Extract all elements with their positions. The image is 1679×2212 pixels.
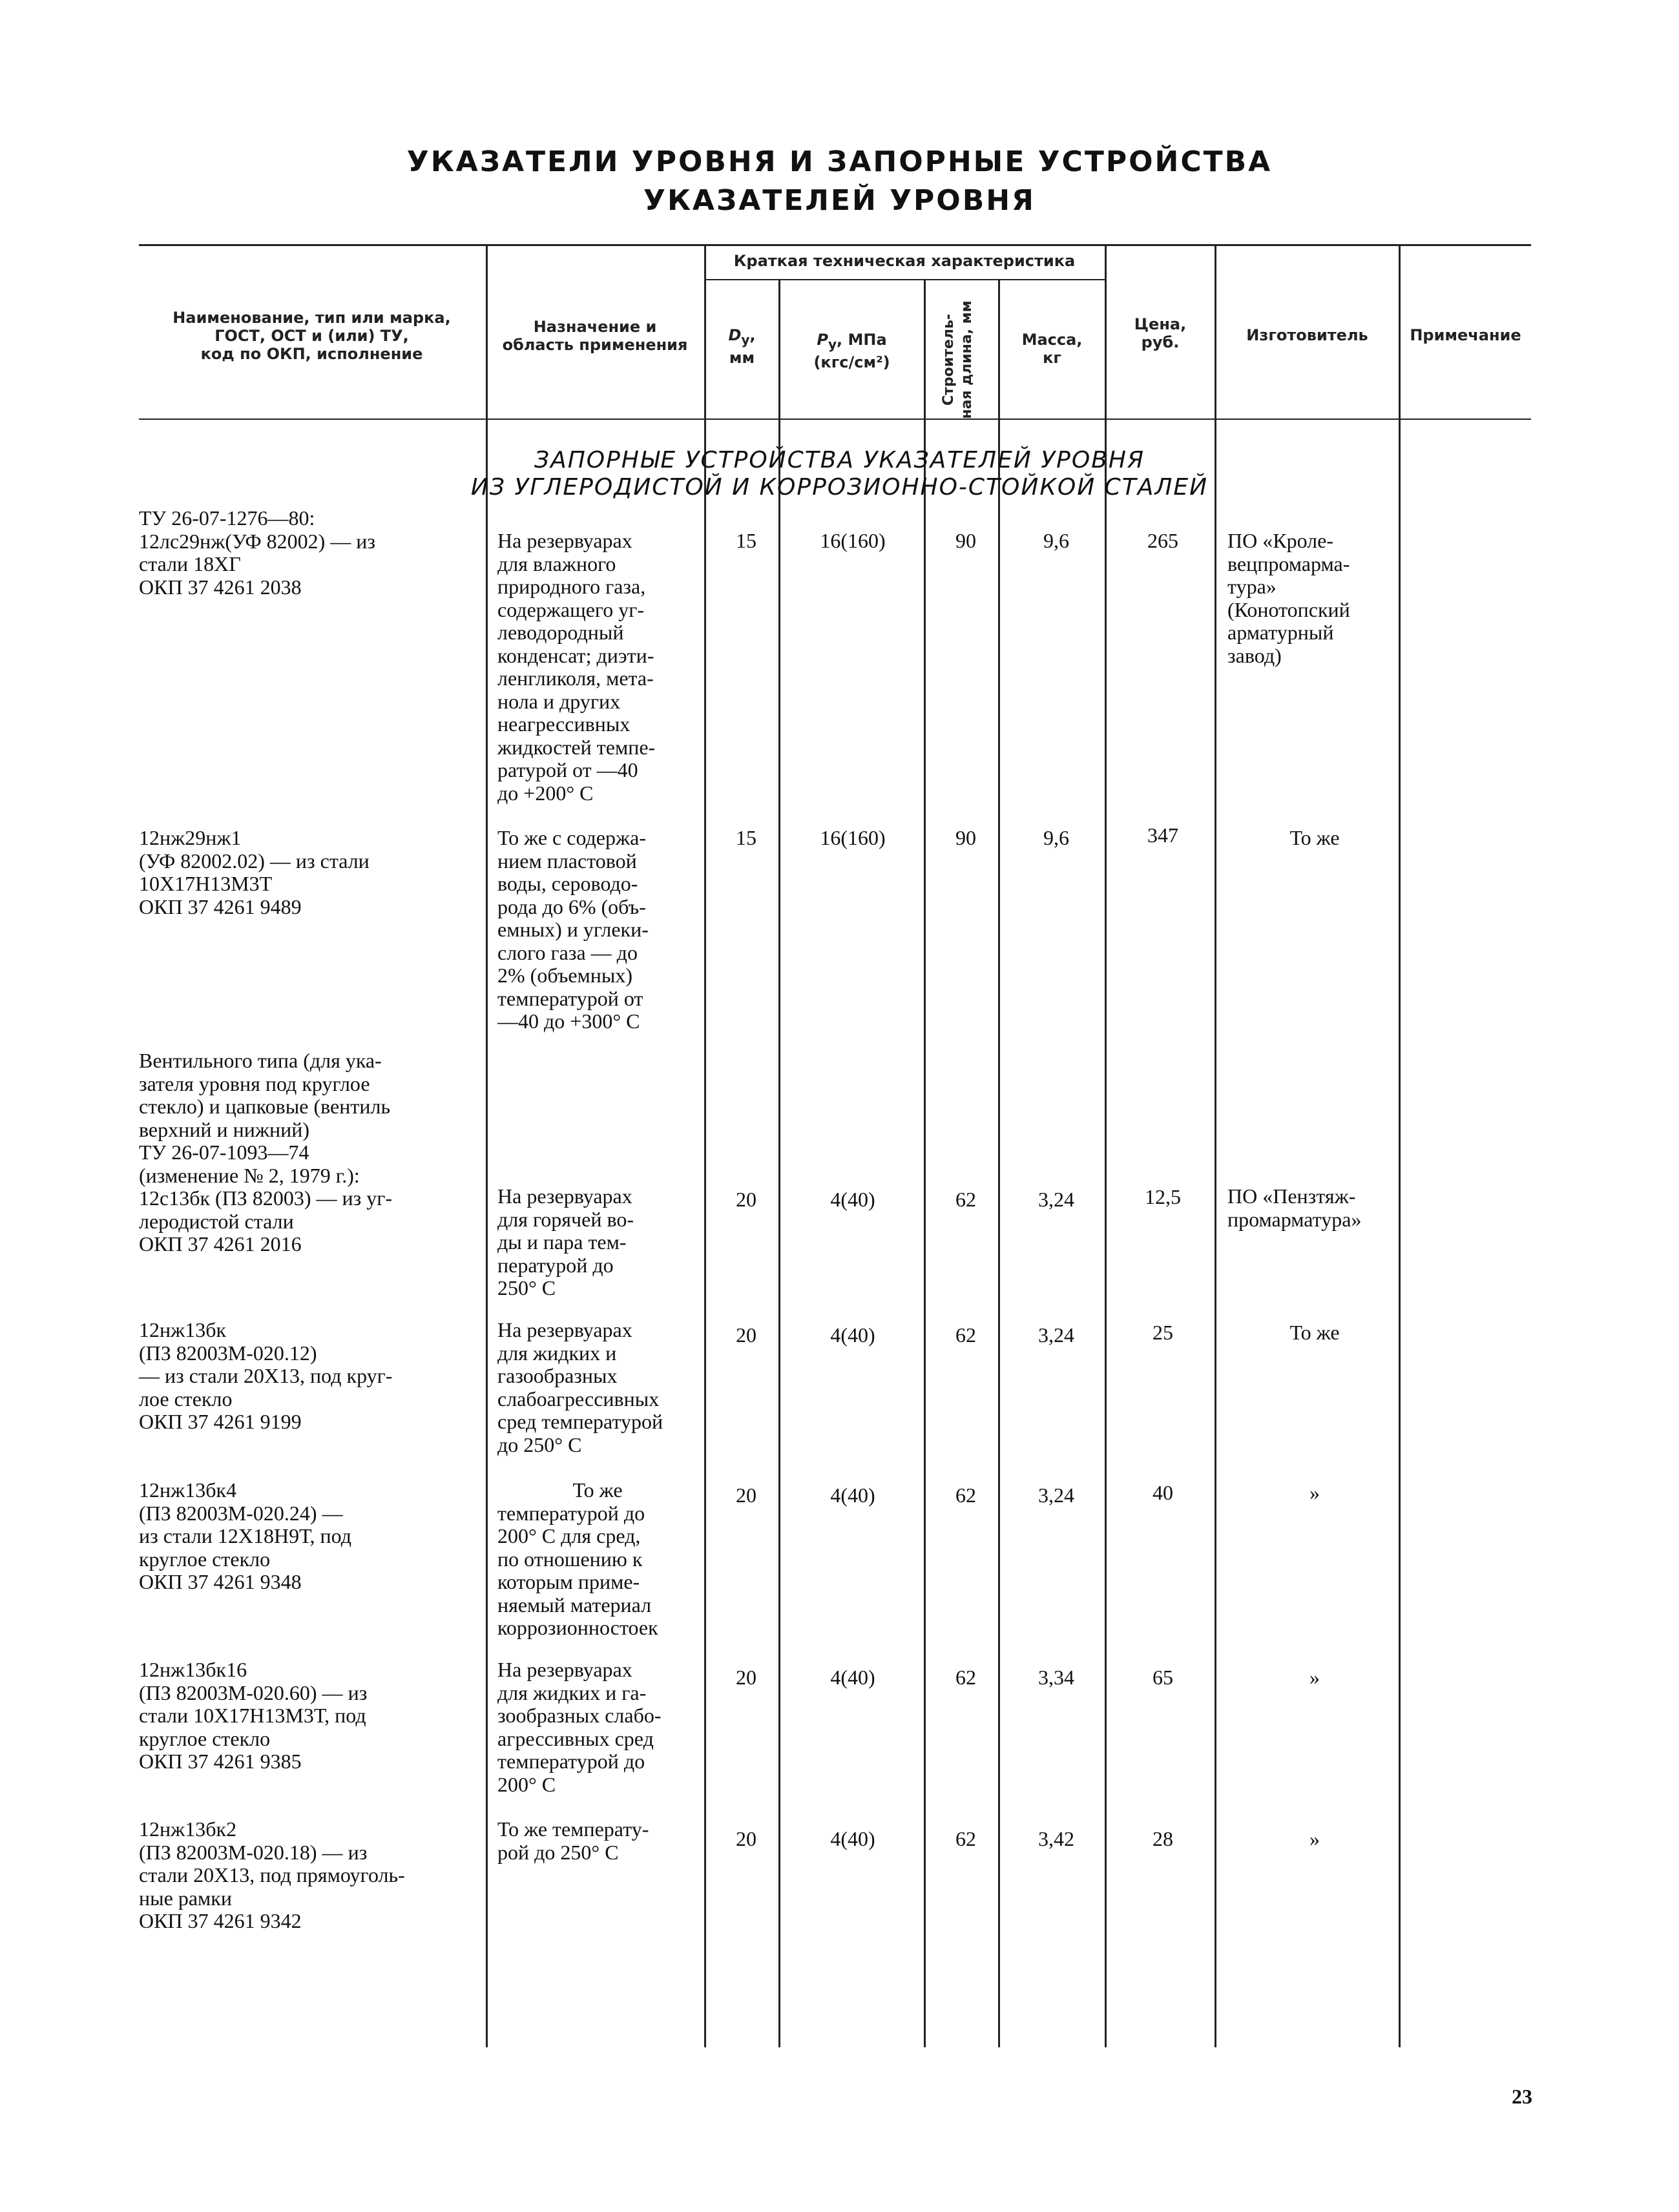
row3-purpose: На резервуарах для горячей во- ды и пара тем- пературой до 250° С [497,1184,634,1299]
row5-maker: » [1309,1481,1320,1504]
row4-length: 62 [955,1323,976,1347]
row7-purpose: То же температу- рой до 250° С [497,1817,649,1864]
row1-mass: 9,6 [1043,529,1069,552]
row4-pn: 4(40) [830,1323,875,1347]
row7-maker: » [1309,1827,1320,1850]
header-purpose: Назначение и область применения [502,318,688,354]
header-length: Строитель- ная длина, мм [941,300,975,419]
row7-length: 62 [955,1827,976,1850]
row1-length: 90 [955,529,976,552]
col-divider-6 [1105,245,1107,2047]
row1-pn: 16(160) [820,529,886,552]
row2-name: 12нж29нж1 (УФ 82002.02) — из стали 10Х17Н13М3Т ОКП 37 4261 9489 [139,826,370,918]
row6-dn: 20 [736,1666,756,1689]
header-dn: $D_у$, мм [728,326,756,367]
section-heading: ЗАПОРНЫЕ УСТРОЙСТВА УКАЗАТЕЛЕЙ УРОВНЯ ИЗ УГЛЕРОДИСТОЙ И КОРРОЗИОННО-СТОЙКОЙ СТАЛЕЙ [470,447,1209,501]
row1-name: ТУ 26-07-1276—80: 12лс29нж(УФ 82002) — из стали 18ХГ ОКП 37 4261 2038 [139,506,376,599]
col-divider-2 [704,245,706,2047]
row3-dn: 20 [736,1188,756,1211]
header-note: Примечание [1410,326,1521,344]
col-divider-8 [1399,245,1401,2047]
row7-price: 28 [1152,1827,1173,1850]
row7-pn: 4(40) [830,1827,875,1850]
row3-mass: 3,24 [1038,1188,1074,1211]
row6-length: 62 [955,1666,976,1689]
row7-dn: 20 [736,1827,756,1850]
row1-maker: ПО «Кроле- вецпромарма- тура» (Конотопский арматурный завод) [1227,529,1350,667]
header-maker: Изготовитель [1246,326,1368,344]
row5-dn: 20 [736,1483,756,1507]
row3-pn: 4(40) [830,1188,875,1211]
row3-name: Вентильного типа (для ука- зателя уровня под круглое стекло) и цапковые (вентиль верхний и нижний) ТУ 26-07-1093—74 (изменение № 2, 1979 г.): 12с13бк (ПЗ 82003) — из уг- леродистой стали ОКП 37 4261 2016 [139,1049,393,1256]
row6-pn: 4(40) [830,1666,875,1689]
header-tech-group: Краткая техническая характеристика [733,252,1076,270]
row6-price: 65 [1152,1666,1173,1689]
row5-price: 40 [1152,1481,1173,1504]
row6-maker: » [1309,1666,1320,1689]
header-price: Цена, руб. [1134,315,1187,351]
row1-price: 265 [1147,529,1178,552]
row3-length: 62 [955,1188,976,1211]
row2-mass: 9,6 [1043,826,1069,849]
row5-length: 62 [955,1483,976,1507]
row4-mass: 3,24 [1038,1323,1074,1347]
col-divider-7 [1215,245,1216,2047]
row6-mass: 3,34 [1038,1666,1074,1689]
row5-pn: 4(40) [830,1483,875,1507]
header-mass: Масса, кг [1021,331,1083,367]
header-pn: $P_у$, МПа (кгс/см²) [813,331,890,371]
row5-name: 12нж13бк4 (ПЗ 82003М-020.24) — из стали 12Х18Н9Т, под круглое стекло ОКП 37 4261 9348 [139,1478,351,1593]
row1-dn: 15 [736,529,756,552]
col-divider-4 [924,279,926,2047]
row4-purpose: На резервуарах для жидких и газообразных слабоагрессивных сред температурой до 250° С [497,1318,663,1456]
header-bottom-rule [139,419,1531,420]
row3-price: 12,5 [1145,1185,1181,1208]
row3-maker: ПО «Пензтяж- промарматура» [1227,1184,1362,1231]
row2-pn: 16(160) [820,826,886,849]
row2-purpose: То же с содержа- нием пластовой воды, сероводо- рода до 6% (объ- емных) и углеки- слого газа — до 2% (объемных) температурой от —40 до +300° С [497,826,649,1033]
row2-maker: То же [1289,826,1340,849]
row2-dn: 15 [736,826,756,849]
page-number: 23 [1512,2085,1532,2108]
page-title-line2: УКАЗАТЕЛЕЙ УРОВНЯ [643,184,1036,217]
row4-dn: 20 [736,1323,756,1347]
header-name: Наименование, тип или марка, ГОСТ, ОСТ и (или) ТУ, код по ОКП, исполнение [172,309,451,363]
row1-purpose: На резервуарах для влажного природного газа, содержащего уг- леводородный конденсат; диэти- ленгликоля, мета- нола и других неагрессивных жидкостей темпе- ратурой от —40 до +200° С [497,529,656,805]
row2-length: 90 [955,826,976,849]
row4-maker: То же [1289,1321,1340,1344]
row4-price: 25 [1152,1321,1173,1344]
row7-mass: 3,42 [1038,1827,1074,1850]
row5-mass: 3,24 [1038,1483,1074,1507]
row2-price: 347 [1147,823,1178,847]
page-title-line1: УКАЗАТЕЛИ УРОВНЯ И ЗАПОРНЫЕ УСТРОЙСТВА [406,145,1273,178]
row5-purpose: То же температурой до 200° С для сред, по отношению к которым приме- няемый материал коррозионностоек [497,1478,658,1639]
table-top-rule [139,244,1531,246]
row6-name: 12нж13бк16 (ПЗ 82003М-020.60) — из стали 10Х17Н13М3Т, под круглое стекло ОКП 37 4261 9385 [139,1658,368,1773]
row6-purpose: На резервуарах для жидких и га- зообразных слабо- агрессивных сред температурой до 200° С [497,1658,662,1796]
col-divider-1 [486,245,488,2047]
tech-group-rule [704,279,1105,280]
row4-name: 12нж13бк (ПЗ 82003М-020.12) — из стали 20Х13, под круг- лое стекло ОКП 37 4261 9199 [139,1318,393,1433]
row7-name: 12нж13бк2 (ПЗ 82003М-020.18) — из стали 20Х13, под прямоуголь- ные рамки ОКП 37 4261 9342 [139,1817,405,1932]
col-divider-3 [778,279,780,2047]
